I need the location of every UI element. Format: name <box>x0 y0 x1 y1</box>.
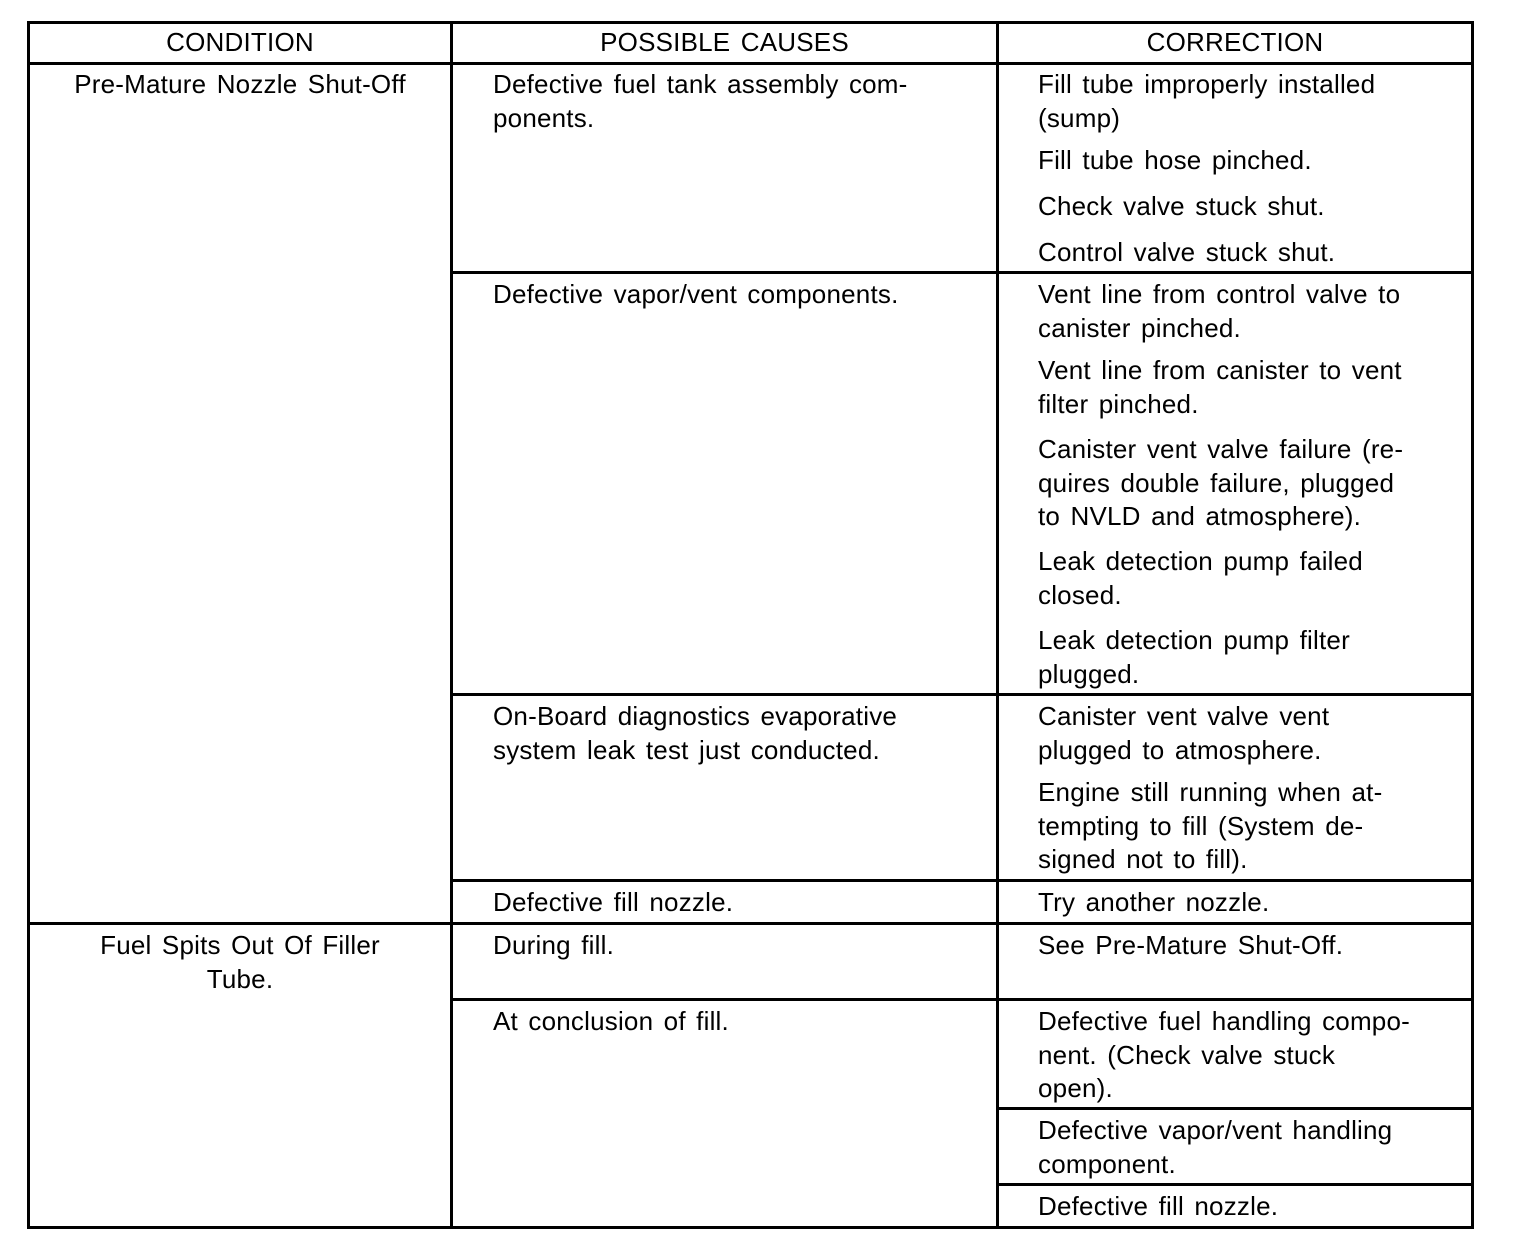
cause-divider <box>450 879 1474 882</box>
cause-divider <box>450 693 1474 696</box>
row-divider <box>27 922 1474 925</box>
cause-cell: Defective fill nozzle. <box>493 887 734 917</box>
correction-item: Defective fuel handling compo- nent. (Check valve stuck open). <box>1038 1006 1410 1103</box>
table-border-right <box>1471 21 1474 1229</box>
cause-cell: Defective fuel tank assembly com- ponents. <box>493 69 908 133</box>
cause-divider <box>450 271 1474 274</box>
column-divider <box>450 21 453 1229</box>
cause-divider <box>450 998 1474 1001</box>
header-condition: CONDITION <box>166 27 314 57</box>
correction-item: See Pre-Mature Shut-Off. <box>1038 930 1344 960</box>
correction-divider <box>996 1183 1474 1186</box>
column-divider <box>996 21 999 1229</box>
correction-item: Defective vapor/vent handling component. <box>1038 1115 1393 1179</box>
table-border-bottom <box>27 1226 1474 1229</box>
correction-item: Control valve stuck shut. <box>1038 237 1336 267</box>
correction-item: Vent line from control valve to canister pinched. <box>1038 279 1401 343</box>
header-possible-causes: POSSIBLE CAUSES <box>600 27 849 57</box>
cause-cell: Defective vapor/vent components. <box>493 279 899 309</box>
correction-item: Canister vent valve vent plugged to atmosphere. <box>1038 701 1330 765</box>
cause-cell: On-Board diagnostics evaporative system leak test just conducted. <box>493 701 898 765</box>
correction-item: Vent line from canister to vent filter pinched. <box>1038 355 1402 419</box>
troubleshooting-table <box>27 21 1474 1229</box>
correction-divider <box>996 1107 1474 1110</box>
cause-cell: During fill. <box>493 930 614 960</box>
correction-item: Leak detection pump failed closed. <box>1038 546 1363 610</box>
correction-item: Engine still running when at- tempting to fill (System de- signed not to fill). <box>1038 777 1383 874</box>
header-divider <box>27 62 1474 65</box>
correction-item: Try another nozzle. <box>1038 887 1270 917</box>
correction-item: Leak detection pump filter plugged. <box>1038 625 1350 689</box>
table-border-left <box>27 21 30 1229</box>
cause-cell: At conclusion of fill. <box>493 1006 729 1036</box>
condition-cell: Fuel Spits Out Of Filler Tube. <box>100 930 380 994</box>
condition-cell: Pre-Mature Nozzle Shut-Off <box>74 69 406 99</box>
correction-item: Defective fill nozzle. <box>1038 1191 1279 1221</box>
table-border-top <box>27 21 1474 24</box>
correction-item: Fill tube hose pinched. <box>1038 145 1312 175</box>
correction-item: Fill tube improperly installed (sump) <box>1038 69 1376 133</box>
header-correction: CORRECTION <box>1146 27 1324 57</box>
correction-item: Check valve stuck shut. <box>1038 191 1325 221</box>
correction-item: Canister vent valve failure (re- quires double failure, plugged to NVLD and atmosphere). <box>1038 434 1404 531</box>
